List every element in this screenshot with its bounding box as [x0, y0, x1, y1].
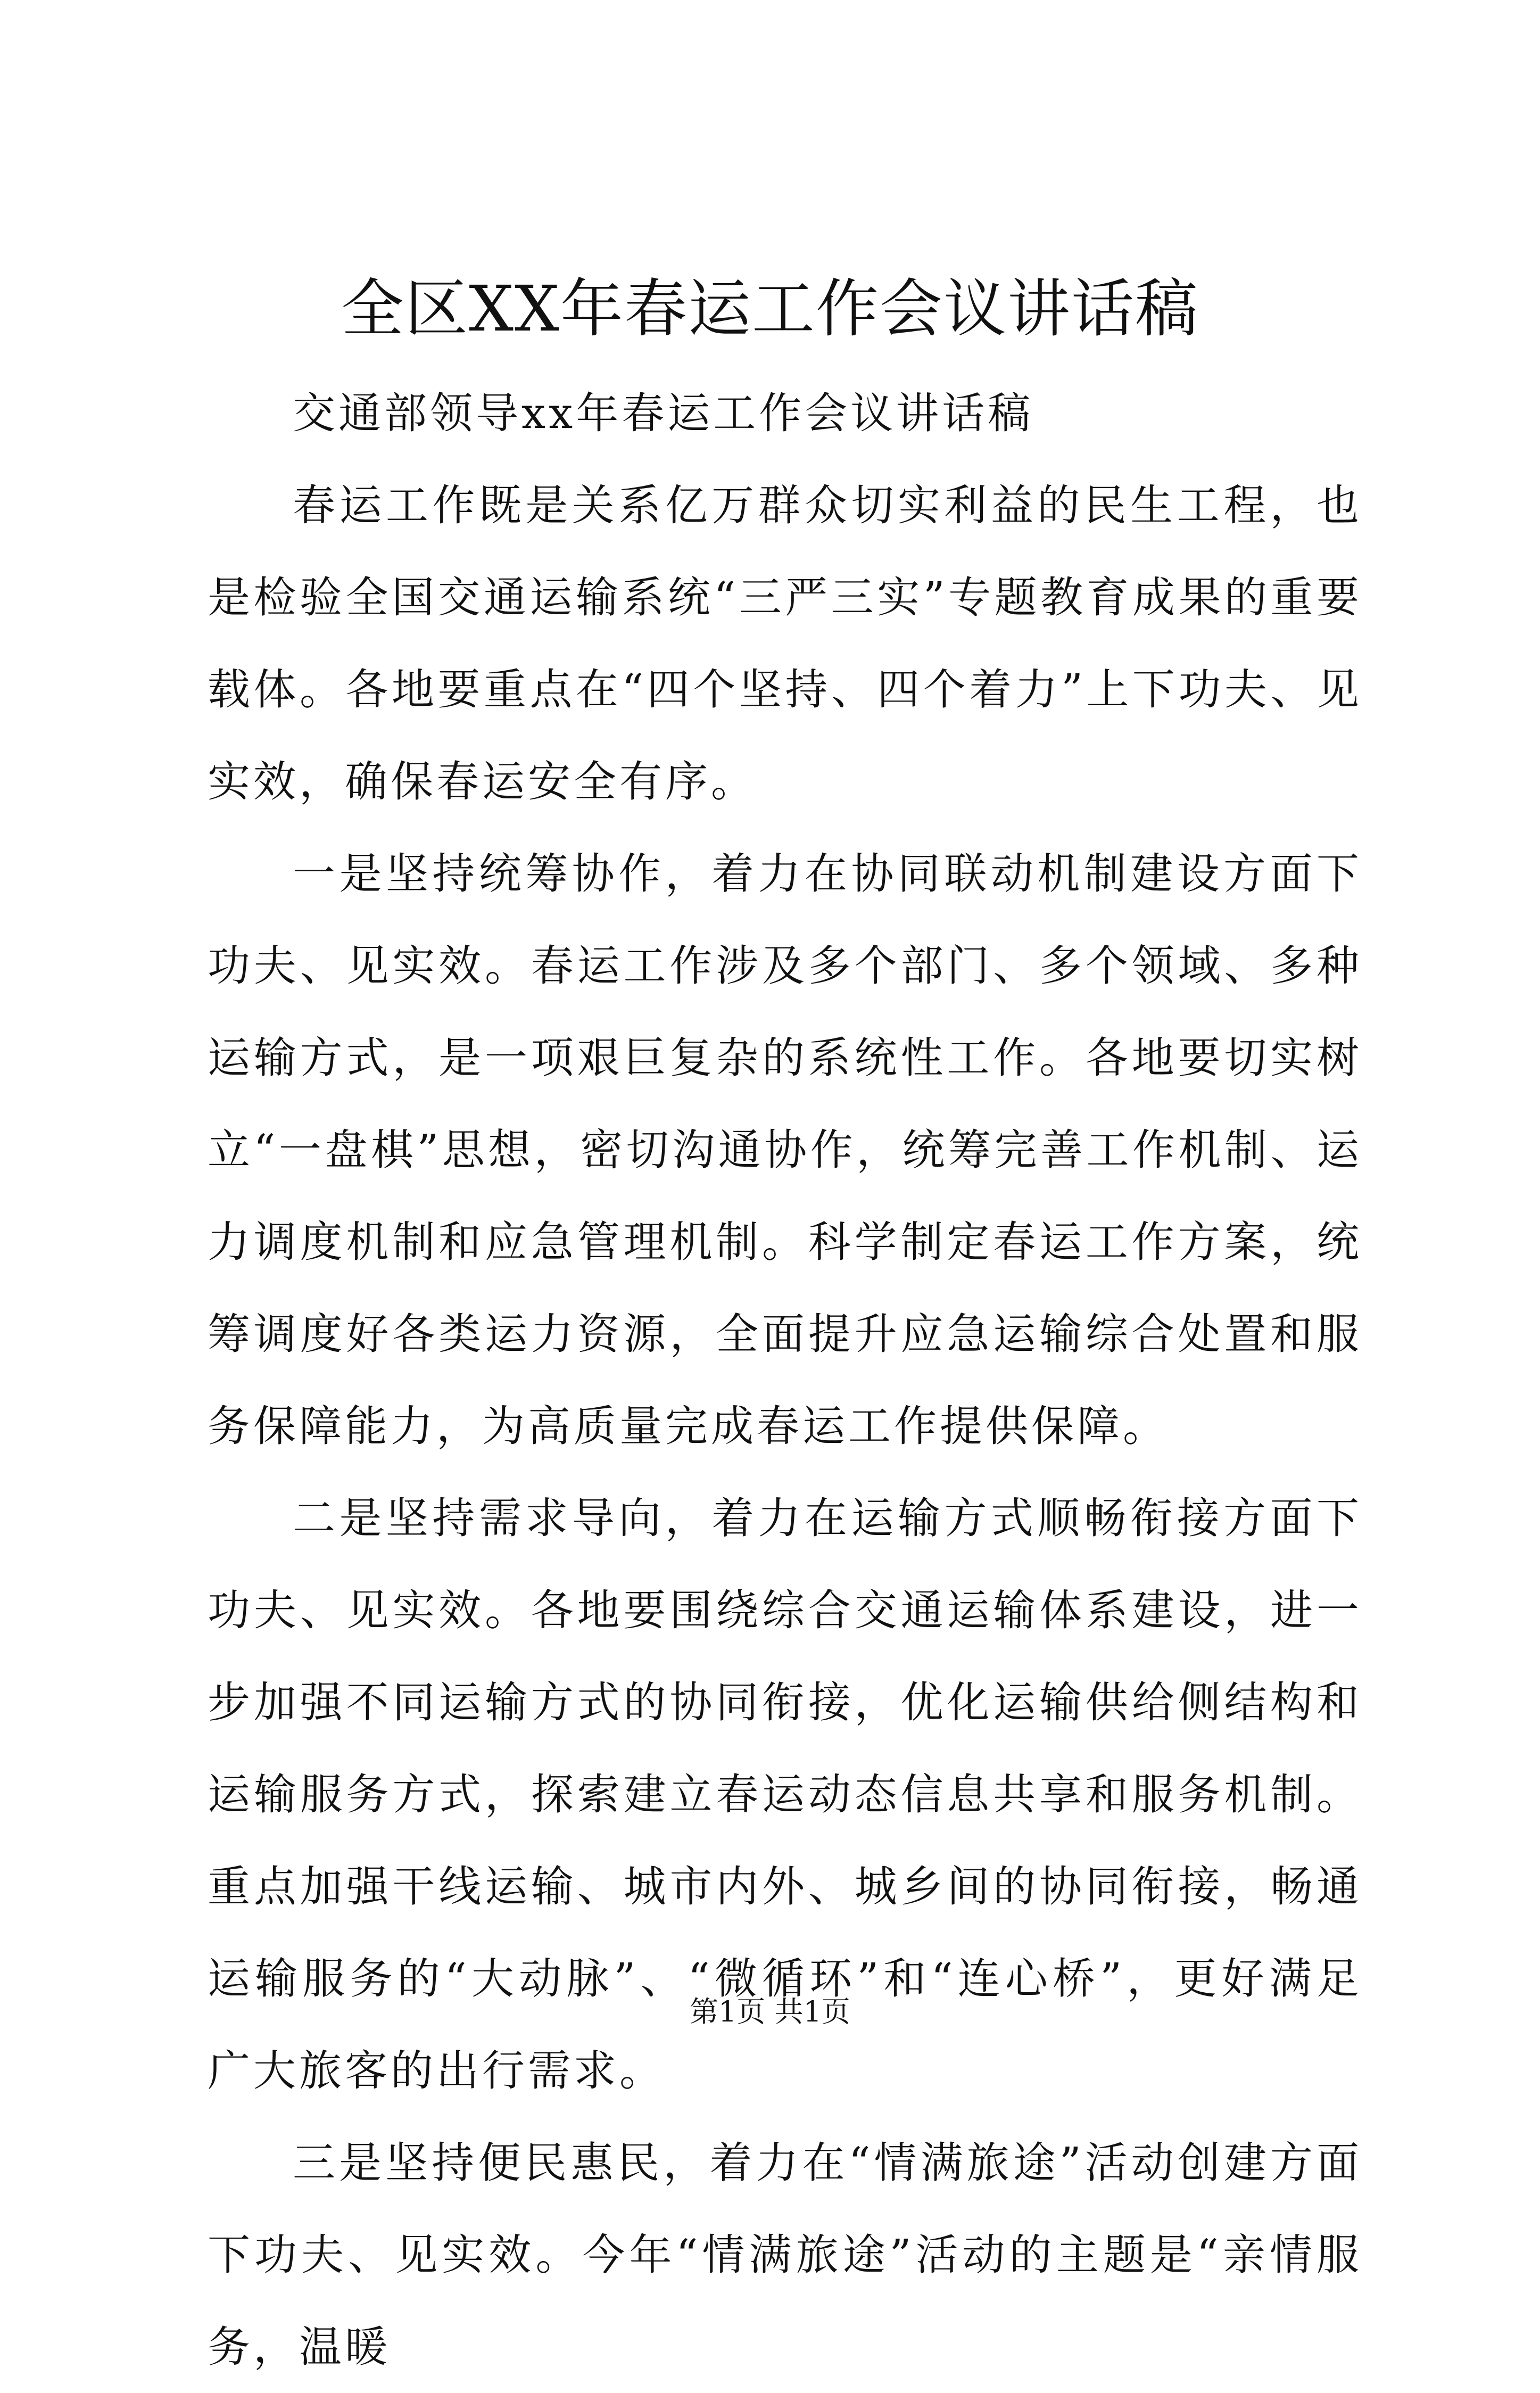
paragraph-point-three: 三是坚持便民惠民，着力在“情满旅途”活动创建方面下功夫、见实效。今年“情满旅途”活动的主题是“亲情服务，温暖: [208, 2138, 1362, 2372]
document-body: [208, 367, 1362, 2393]
document-title: 全区XX年春运工作会议讲话稿: [341, 272, 1199, 345]
page-footer: 第1页 共1页: [690, 1995, 850, 2028]
paragraph-intro: 春运工作既是关系亿万群众切实利益的民生工程，也是检验全国交通运输系统“三严三实”专题教育成果的重要载体。各地要重点在“四个坚持、四个着力”上下功夫、见实效，确保春运安全有序。: [208, 481, 1362, 806]
paragraph-point-two: 二是坚持需求导向，着力在运输方式顺畅衔接方面下功夫、见实效。各地要围绕综合交通运输体系建设，进一步加强不同运输方式的协同衔接，优化运输供给侧结构和运输服务方式，探索建立春运动态信息共享和服务机制。重点加强干线运输、城市内外、城乡间的协同衔接，畅通运输服务的“大动脉”、“微循环”和“连心桥”，更好满足广大旅客的出行需求。: [208, 1493, 1362, 2095]
paragraph-point-one: 一是坚持统筹协作，着力在协同联动机制建设方面下功夫、见实效。春运工作涉及多个部门、多个领域、多种运输方式，是一项艰巨复杂的系统性工作。各地要切实树立“一盘棋”思想，密切沟通协作，统筹完善工作机制、运力调度机制和应急管理机制。科学制定春运工作方案，统筹调度好各类运力资源，全面提升应急运输综合处置和服务保障能力，为高质量完成春运工作提供保障。: [208, 849, 1362, 1451]
subtitle-paragraph: 交通部领导xx年春运工作会议讲话稿: [293, 389, 1034, 438]
